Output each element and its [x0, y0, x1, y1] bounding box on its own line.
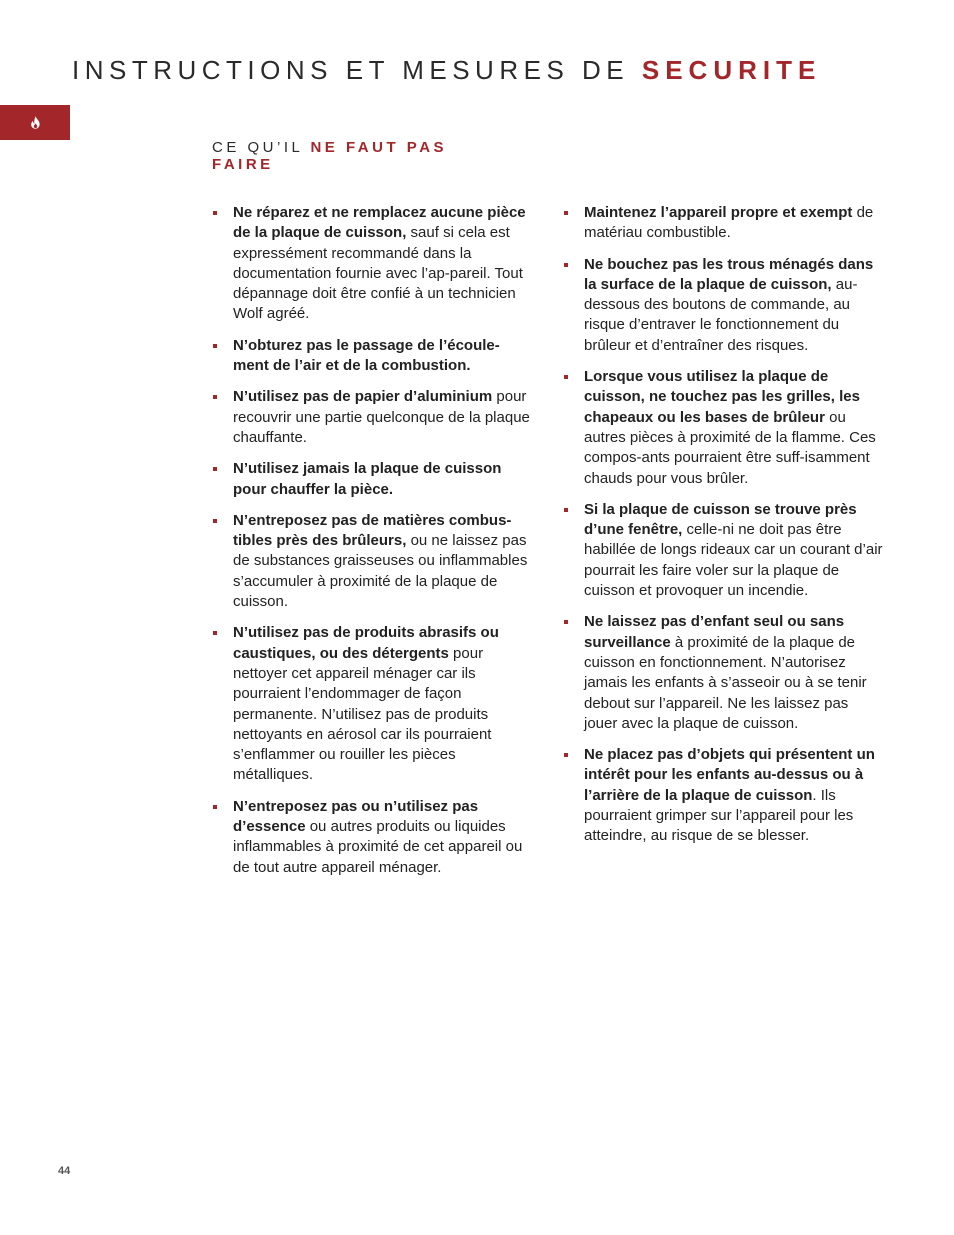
- warning-item-text: sauf si cela est expressément recommandé dans la documentation fournie avec l’ap-pareil. Tout dépannage doit être confié à un technicien Wolf agréé.: [233, 224, 523, 323]
- bullet-square-icon: [213, 211, 217, 215]
- warning-item: [563, 255, 885, 356]
- warning-item-bold: Ne laissez pas d’enfant seul ou sans surveillance: [584, 613, 845, 651]
- bullet-square-icon: [564, 375, 568, 379]
- warning-item: [212, 511, 534, 612]
- bullet-square-icon: [564, 753, 568, 757]
- page-title-regular: INSTRUCTIONS ET MESURES DE: [72, 55, 642, 86]
- warning-item: [563, 367, 885, 489]
- warnings-right-column: [563, 203, 885, 858]
- warning-item: [212, 623, 534, 785]
- warning-item-bold: N’entreposez pas de matières combus-tibles près des brûleurs,: [233, 511, 512, 550]
- warning-item: [212, 459, 534, 500]
- flame-icon: [30, 116, 41, 129]
- warning-item: [212, 387, 534, 448]
- bullet-square-icon: [564, 620, 568, 624]
- bullet-square-icon: [213, 344, 217, 348]
- bullet-square-icon: [564, 508, 568, 512]
- warning-item-text: au-dessous des boutons de commande, au risque d’entraver le fonctionnement du brûleur et d’entraîner des risques.: [584, 275, 858, 354]
- warning-item-bold: N’obturez pas le passage de l’écoule-ment de l’air et de la combustion.: [233, 336, 500, 375]
- section-heading-accent: NE FAUT PAS FAIRE: [212, 139, 448, 173]
- warning-item-bold: Si la plaque de cuisson se trouve près d’une fenêtre,: [584, 500, 857, 539]
- page-title: [72, 55, 821, 86]
- warning-item-bold: Ne réparez et ne remplacez aucune pièce de la plaque de cuisson,: [233, 204, 526, 242]
- warning-item-text: ou ne laissez pas de substances graisseuses ou inflammables s’accumuler à proximité de la plaque de cuisson.: [233, 532, 528, 611]
- bullet-square-icon: [564, 263, 568, 267]
- warning-item-text: . Ils pourraient grimper sur l’appareil pour les atteindre, au risque de se blesser.: [584, 786, 854, 845]
- warning-item: [563, 500, 885, 601]
- bullet-square-icon: [213, 631, 217, 635]
- warning-item-bold: N’entreposez pas ou n’utilisez pas d’essence: [233, 797, 479, 836]
- bullet-square-icon: [213, 805, 217, 809]
- warning-item-bold: N’utilisez pas de papier d’aluminium: [233, 388, 493, 406]
- warning-item-bold: N’utilisez jamais la plaque de cuisson pour chauffer la pièce.: [233, 460, 502, 498]
- warning-item-text: ou autres pièces à proximité de la flamme. Ces compos-ants pourraient être suff-isamment chauds pour vous brûler.: [584, 408, 876, 487]
- section-heading-regular: CE QU’IL: [212, 139, 311, 156]
- warning-item-text: pour recouvrir une partie quelconque de la plaque chauffante.: [233, 388, 530, 446]
- warning-item-text: pour nettoyer cet appareil ménager car ils pourraient l’endommager de façon permanente. N’utilisez pas de produits nettoyants en aérosol car ils pourraient s’enflammer ou rouiller les pièces métalliques.: [233, 644, 492, 784]
- warning-item-text: ou autres produits ou liquides inflammables à proximité de cet appareil ou de tout autre appareil ménager.: [233, 818, 523, 876]
- warning-item-bold: Ne placez pas d’objets qui présentent un intérêt pour les enfants au-dessus ou à l’arrière de la plaque de cuisson: [584, 746, 875, 804]
- warning-item-text: à proximité de la plaque de cuisson en fonctionnement. N’autorisez jamais les enfants à s’asseoir ou à se tenir debout sur l’appareil. Ne les laissez pas jouer avec la plaque de cuisson.: [584, 633, 867, 732]
- warning-item: [212, 797, 534, 878]
- page-title-accent: SECURITE: [641, 55, 822, 86]
- section-heading: [212, 139, 512, 173]
- warning-item-text: de matériau combustible.: [584, 204, 874, 242]
- warning-item: [563, 203, 885, 244]
- bullet-square-icon: [213, 519, 217, 523]
- warning-item-bold: Lorsque vous utilisez la plaque de cuisson, ne touchez pas les grilles, les chapeaux ou les bases de brûleur: [584, 368, 860, 426]
- warning-item: [563, 612, 885, 734]
- warning-item-bold: N’utilisez pas de produits abrasifs ou caustiques, ou des détergents: [233, 624, 499, 662]
- warning-item: [563, 745, 885, 846]
- bullet-square-icon: [213, 467, 217, 471]
- warning-item-bold: Maintenez l’appareil propre et exempt: [584, 204, 853, 221]
- warning-item: [212, 203, 534, 325]
- warnings-left-column: [212, 203, 534, 889]
- warning-item-bold: Ne bouchez pas les trous ménagés dans la surface de la plaque de cuisson,: [584, 255, 874, 293]
- warning-item-text: celle-ni ne doit pas être habillée de longs rideaux car un courant d’air pourrait les faire voler sur la plaque de cuisson et provoquer un incendie.: [584, 521, 883, 600]
- section-tab: [0, 105, 70, 140]
- bullet-square-icon: [213, 395, 217, 399]
- bullet-square-icon: [564, 211, 568, 215]
- warning-item: [212, 336, 534, 377]
- page-number: 44: [58, 1165, 71, 1177]
